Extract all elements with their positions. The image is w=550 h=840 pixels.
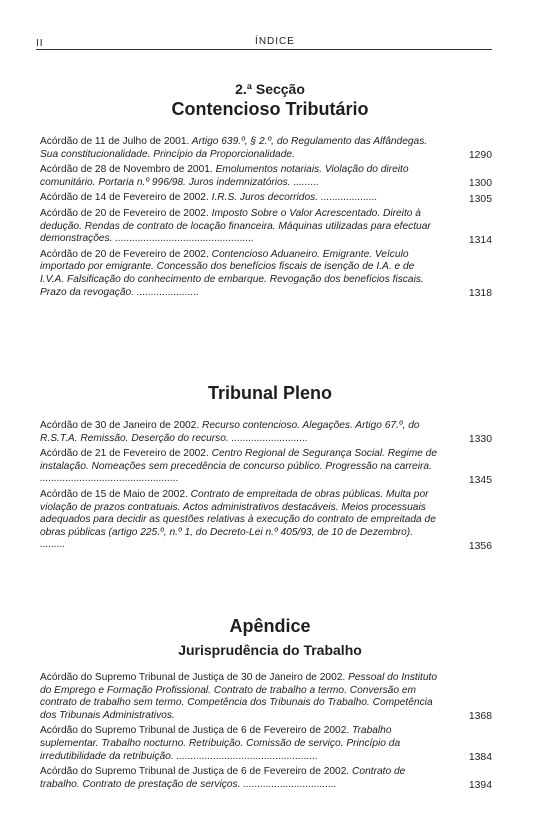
entry-page: 1290 [468, 150, 492, 162]
entry-text [40, 725, 440, 763]
entry-list [40, 420, 500, 552]
entry-text [40, 489, 440, 552]
entry-text [40, 420, 440, 445]
toc-entry [40, 136, 500, 161]
entry-page: 1368 [468, 711, 492, 723]
entry-page: 1384 [468, 752, 492, 764]
entry-description: I.R.S. Juros decorridos. .................... [208, 192, 378, 204]
entry-description: Contencioso Aduaneiro. Emigrante. Veículo importado por emigrante. Concessão dos benefícios fiscais de isenção de I.A. e de I.V.A. Falsificação do conhecimento de embarque. Revogação dos benefícios fiscais. Prazo da revogação. ...................... [40, 248, 424, 298]
entry-list [40, 672, 500, 791]
toc-entry [40, 489, 500, 552]
entry-page: 1356 [468, 540, 492, 552]
entry-description: Trabalho suplementar. Trabalho nocturno. Retribuição. Comissão de serviço. Princípio da irredutibilidade da retribuição. .................................................. [40, 725, 401, 762]
entry-description: Emolumentos notariais. Violação do direito comunitário. Portaria n.º 996/98. Juros indemnizatórios. ......... [40, 164, 409, 188]
page-number: II [36, 38, 44, 49]
entry-page: 1345 [468, 474, 492, 486]
section-tribunal-pleno [40, 381, 500, 555]
section-title: Apêndice [229, 616, 311, 636]
entry-text [40, 448, 440, 486]
section-kicker: 2.ª Secção [235, 81, 305, 97]
toc-entry [40, 164, 500, 189]
entry-text [40, 766, 440, 791]
entry-lead: Acórdão de 20 de Fevereiro de 2002. [40, 207, 209, 219]
entry-page: 1318 [468, 288, 492, 300]
entry-lead: Acórdão de 30 de Janeiro de 2002. [40, 420, 200, 431]
entry-lead: Acórdão de 11 de Julho de 2001. [40, 136, 190, 147]
entry-description: Contrato de trabalho. Contrato de prestação de serviços. ................................. [40, 766, 406, 790]
entry-description: Centro Regional de Segurança Social. Regime de instalação. Nomeações sem precedência de concurso público. Progressão na carreira. ................................................. [40, 448, 438, 485]
entry-text [40, 208, 440, 246]
toc-entry [40, 448, 500, 486]
entry-lead: Acórdão de 15 de Maio de 2002. [40, 488, 188, 500]
entry-lead: Acórdão de 20 de Fevereiro de 2002. [40, 248, 209, 260]
entry-lead: Acórdão de 14 de Fevereiro de 2002. [40, 192, 209, 204]
section-contencioso-tributario [40, 81, 500, 302]
header-rule [36, 49, 492, 50]
entry-description: Recurso contencioso. Alegações. Artigo 67.º, do R.S.T.A. Remissão. Deserção do recurso. ........................... [40, 420, 420, 444]
entry-text [40, 136, 440, 161]
toc-entry [40, 192, 500, 205]
entry-text [40, 672, 440, 722]
entry-lead: Acórdão de 21 de Fevereiro de 2002. [40, 448, 209, 460]
section-title: Tribunal Pleno [207, 383, 332, 403]
entry-page: 1330 [468, 434, 492, 446]
toc-entry [40, 725, 500, 763]
entry-text [40, 192, 440, 205]
running-header: ÍNDICE [255, 36, 295, 47]
entry-page: 1394 [468, 780, 492, 792]
entry-description: Artigo 639.º, § 2.º, do Regulamento das Alfândegas. Sua constitucionalidade. Princípio da Proporcionalidade. [40, 136, 428, 160]
entry-page: 1314 [468, 234, 492, 246]
entry-page: 1300 [468, 178, 492, 190]
toc-entry [40, 766, 500, 791]
section-title: Contencioso Tributário [171, 99, 369, 119]
entry-lead: Acórdão do Supremo Tribunal de Justiça de 6 de Fevereiro de 2002. [40, 766, 350, 778]
entry-lead: Acórdão do Supremo Tribunal de Justiça de 30 de Janeiro de 2002. [40, 672, 346, 683]
toc-entry [40, 672, 500, 722]
entry-text [40, 249, 440, 299]
toc-entry [40, 208, 500, 246]
section-apendice [40, 614, 500, 794]
entry-text [40, 164, 440, 189]
entry-description: Contrato de empreitada de obras públicas. Multa por violação de prazos contratuais. Actos administrativos destacáveis. Meios processuais adequados para decidir as questões relativas à execução do contrato de empreitada de obras públicas (artigo 225.º, n.º 1, do Decreto-Lei n.º 405/93, de 10 de Dezembro). ......... [40, 488, 436, 551]
toc-entry [40, 420, 500, 445]
entry-description: Pessoal do Instituto do Emprego e Formação Profissional. Contrato de trabalho a termo. Conversão em contrato de trabalho sem termo. Competência dos Tribunais do Trabalho. Competência dos Tribunais Administrativos. [40, 672, 438, 721]
entry-lead: Acórdão do Supremo Tribunal de Justiça de 6 de Fevereiro de 2002. [40, 725, 350, 737]
entry-description: Imposto Sobre o Valor Acrescentado. Direito à dedução. Rendas de contrato de locação financeira. Máquinas utilizadas para efectuar demonstrações. ................................................. [40, 207, 431, 245]
toc-entry [40, 249, 500, 299]
entry-lead: Acórdão de 28 de Novembro de 2001. [40, 164, 213, 176]
entry-list [40, 136, 500, 299]
entry-page: 1305 [468, 193, 492, 205]
section-subtitle: Jurisprudência do Trabalho [178, 642, 362, 658]
